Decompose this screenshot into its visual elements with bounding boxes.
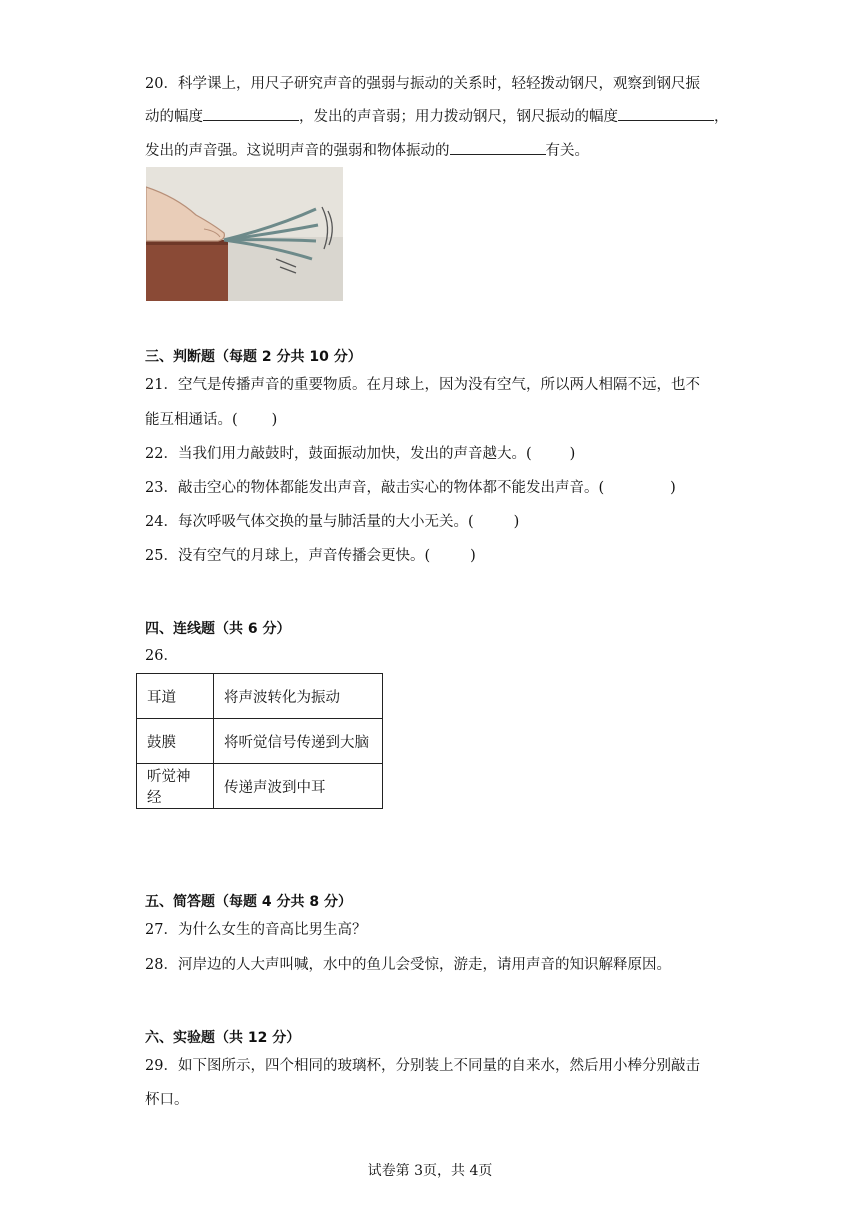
section-6-title: 六、实验题（共 12 分）	[145, 1030, 301, 1046]
q23-text: 23．敲击空心的物体都能发出声音，敲击实心的物体都不能发出声音。	[145, 480, 599, 496]
paren-close: )	[569, 446, 576, 462]
paren-close: )	[513, 514, 520, 530]
match-right-cell[interactable]: 将声波转化为振动	[214, 674, 383, 719]
paren-open: (	[232, 412, 238, 428]
steel-ruler-photo	[146, 167, 343, 301]
q21-line2	[145, 410, 277, 430]
q24	[145, 512, 519, 532]
q20-text-c: ，	[714, 109, 729, 125]
paren-open: (	[424, 548, 431, 564]
paren-close: )	[470, 548, 476, 564]
q22	[145, 444, 575, 464]
match-left-cell[interactable]: 鼓膜	[137, 719, 214, 764]
match-left-cell[interactable]: 耳道	[137, 674, 214, 719]
paren-open: (	[598, 480, 605, 496]
q21-text: 能互相通话。	[145, 412, 232, 428]
table-row	[137, 764, 383, 809]
section-3-title: 三、判断题（每题 2 分共 10 分）	[145, 349, 362, 365]
answer-blank-2[interactable]	[618, 106, 714, 121]
table-block	[146, 240, 228, 301]
answer-blank-1[interactable]	[203, 106, 299, 121]
q20-text-e: 有关。	[545, 143, 589, 159]
match-right-cell[interactable]: 传递声波到中耳	[214, 764, 383, 809]
match-left-cell[interactable]: 听觉神经	[137, 764, 214, 809]
table-row	[137, 719, 383, 764]
q23	[145, 478, 676, 498]
matching-table	[136, 673, 383, 809]
paren-open: (	[525, 446, 532, 462]
q29-line2: 杯口。	[145, 1092, 189, 1108]
paren-close: )	[670, 480, 676, 496]
q20-line3	[145, 140, 589, 161]
section-4-title: 四、连线题（共 6 分）	[145, 621, 291, 637]
match-right-cell[interactable]: 将听觉信号传递到大脑	[214, 719, 383, 764]
q26-label: 26．	[145, 648, 178, 664]
q20-text-a: 动的幅度	[145, 109, 203, 125]
q22-text: 22．当我们用力敲鼓时，鼓面振动加快，发出的声音越大。	[145, 446, 526, 462]
q24-text: 24．每次呼吸气体交换的量与肺活量的大小无关。	[145, 514, 468, 530]
table-row	[137, 674, 383, 719]
q20-text-b: ，发出的声音弱；用力拨动钢尺，钢尺振动的幅度	[299, 109, 618, 125]
q20-text-d: 发出的声音强。这说明声音的强弱和物体振动的	[145, 143, 450, 159]
q25	[145, 546, 476, 566]
page-footer: 试卷第 3页，共 4页	[367, 1163, 493, 1179]
q20-line2	[145, 106, 729, 127]
q29-line1: 29．如下图所示，四个相同的玻璃杯，分别装上不同量的自来水，然后用小棒分别敲击	[145, 1058, 700, 1074]
q21-line1: 21．空气是传播声音的重要物质。在月球上，因为没有空气，所以两人相隔不远，也不	[145, 377, 700, 393]
q27: 27．为什么女生的音高比男生高？	[145, 922, 367, 938]
q25-text: 25．没有空气的月球上，声音传播会更快。	[145, 548, 425, 564]
section-5-title: 五、简答题（每题 4 分共 8 分）	[145, 894, 352, 910]
q28: 28．河岸边的人大声叫喊，水中的鱼儿会受惊，游走，请用声音的知识解释原因。	[145, 957, 671, 973]
q20-line1: 20．科学课上，用尺子研究声音的强弱与振动的关系时，轻轻拨动钢尺，观察到钢尺振	[145, 76, 700, 92]
answer-blank-3[interactable]	[450, 140, 546, 155]
paren-open: (	[467, 514, 474, 530]
paren-close: )	[271, 412, 278, 428]
